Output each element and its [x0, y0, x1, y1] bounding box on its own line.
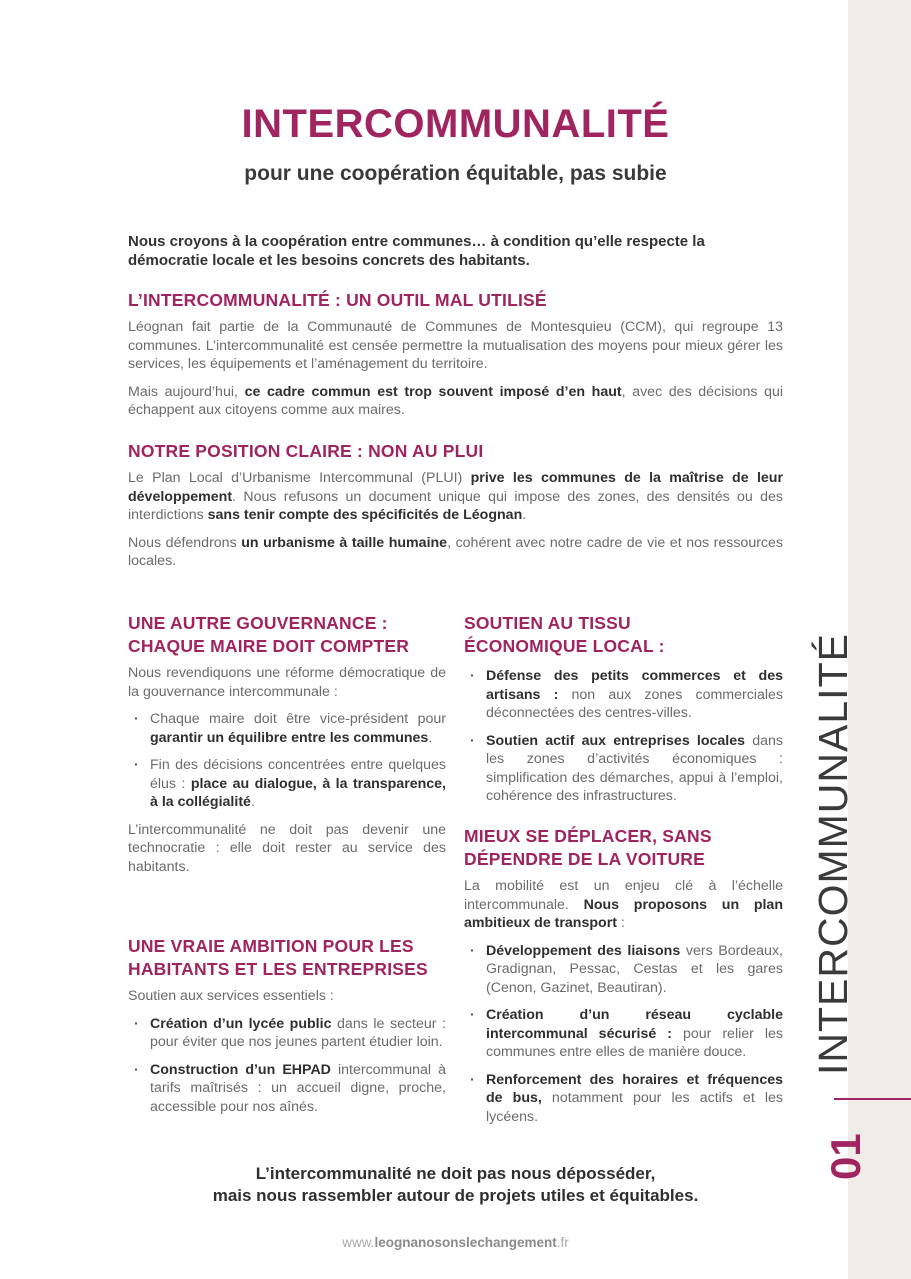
conclusion: L’intercommunalité ne doit pas nous déposséder, mais nous rassembler autour de projets utiles et équitables. [212, 1164, 699, 1205]
footer-website-link[interactable]: www.leognanosonslechangement.fr [342, 1235, 569, 1250]
list-item: · Renforcement des horaires et fréquences de bus, notamment pour les actifs et les lycéens. [464, 1071, 783, 1127]
section-heading: MIEUX SE DÉPLACER, SANS DÉPENDRE DE LA VOITURE [464, 826, 712, 869]
section-mobilite [464, 825, 783, 1135]
side-band [848, 0, 911, 1279]
paragraph: L’intercommunalité ne doit pas devenir une technocratie : elle doit rester au service des habitants. [128, 821, 446, 875]
bullet-list [464, 942, 783, 1127]
list-item: · Défense des petits commerces et des artisans : non aux zones commerciales déconnectées des centres-villes. [464, 667, 783, 723]
paragraph: Soutien aux services essentiels : [128, 988, 334, 1004]
page-intro: Nous croyons à la coopération entre communes… à condition qu’elle respecte la démocratie locale et les besoins concrets des habitants. [128, 233, 705, 269]
section-gouvernance [128, 612, 446, 876]
section-heading: UNE AUTRE GOUVERNANCE : CHAQUE MAIRE DOIT COMPTER [128, 613, 410, 656]
side-tab-number: 01 [822, 1133, 869, 1180]
paragraph: Mais aujourd’hui, ce cadre commun est trop souvent imposé d’en haut, avec des décisions qui échappent aux citoyens comme aux maires. [128, 383, 783, 418]
section-non-au-plui [128, 440, 783, 571]
paragraph: Le Plan Local d’Urbanisme Intercommunal (PLUI) prive les communes de la maîtrise de leur développement. Nous refusons un document unique qui impose des zones, des densités ou des interdictions sans tenir compte des spécificités de Léognan. [128, 470, 783, 523]
section-tissu-economique [464, 612, 783, 815]
page-subtitle: pour une coopération équitable, pas subie [244, 162, 667, 185]
section-outil-mal-utilise [128, 289, 783, 420]
paragraph: Léognan fait partie de la Communauté de Communes de Montesquieu (CCM), qui regroupe 13 communes. L’intercommunalité est censée permettre la mutualisation des moyens pour mieux gérer les services, les équipements et l’aménagement du territoire. [128, 319, 783, 372]
list-item: · Création d’un réseau cyclable intercommunal sécurisé : pour relier les communes entre elles de manière douce. [464, 1006, 783, 1062]
list-item: · Développement des liaisons vers Bordeaux, Gradignan, Pessac, Cestas et les gares (Cenon, Gazinet, Beautiran). [464, 942, 783, 998]
paragraph: Nous revendiquons une réforme démocratique de la gouvernance intercommunale : [128, 665, 446, 700]
bullet-list [128, 710, 446, 812]
list-item: · Chaque maire doit être vice-président pour garantir un équilibre entre les communes. [128, 710, 446, 747]
paragraph: La mobilité est un enjeu clé à l’échelle intercommunale. Nous proposons un plan ambitieux de transport : [464, 878, 783, 931]
section-heading: SOUTIEN AU TISSU ÉCONOMIQUE LOCAL : [464, 613, 665, 656]
bullet-list [128, 1015, 446, 1117]
bullet-list [464, 667, 783, 806]
side-tab-label: INTERCOMMUNALITÉ [810, 633, 856, 1075]
section-heading: L’INTERCOMMUNALITÉ : UN OUTIL MAL UTILISÉ [128, 290, 547, 310]
list-item: · Construction d’un EHPAD intercommunal à tarifs maîtrisés : un accueil digne, proche, accessible pour nos aînés. [128, 1061, 446, 1117]
side-tab-divider [834, 1098, 911, 1100]
section-heading: NOTRE POSITION CLAIRE : NON AU PLUI [128, 441, 484, 461]
section-ambition [128, 935, 446, 1125]
list-item: · Fin des décisions concentrées entre quelques élus : place au dialogue, à la transparence, à la collégialité. [128, 756, 446, 812]
list-item: · Création d’un lycée public dans le secteur : pour éviter que nos jeunes partent étudier loin. [128, 1015, 446, 1052]
section-heading: UNE VRAIE AMBITION POUR LES HABITANTS ET LES ENTREPRISES [128, 936, 428, 979]
paragraph: Nous défendrons un urbanisme à taille humaine, cohérent avec notre cadre de vie et nos ressources locales. [128, 534, 784, 569]
page-title: INTERCOMMUNALITÉ [241, 102, 670, 146]
list-item: · Soutien actif aux entreprises locales dans les zones d’activités économiques : simplification des démarches, appui à l’emploi, cohérence des infrastructures. [464, 732, 783, 806]
